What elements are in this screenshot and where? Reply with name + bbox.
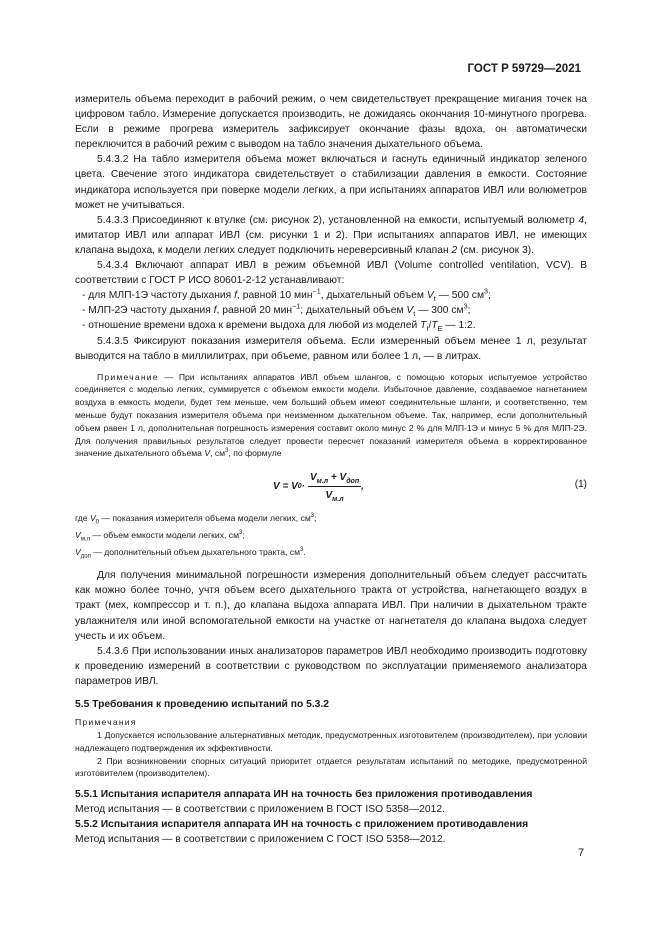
paragraph-5-4-3-4: 5.4.3.4 Включают аппарат ИВЛ в режим объемной ИВЛ (Volume controlled ventilation, VCV). В соответствии с ГОСТ Р ИСО 80601-2-12 устанавливают: xyxy=(75,260,587,287)
formula-numerator: $V_{м.л} + V_{доп}$ xyxy=(308,470,361,487)
document-header: ГОСТ Р 59729—2021 xyxy=(467,63,581,75)
note-label: Примечание xyxy=(97,371,159,382)
paragraph-5-4-3-2: 5.4.3.2 На табло измерителя объема может включаться и гаснуть единичный индикатор зеленого цвета. Свечение этого индикатора свидетельствует о стабилизации давления в емкости. Состояние индикатора используется при поверке модели легких, а при испытаниях аппаратов ИВЛ или волюметров может не учитываться. xyxy=(75,154,587,211)
section-5-5-1-text: Метод испытания — в соответствии с приложением В ГОСТ ISO 5358—2012. xyxy=(75,804,445,816)
section-5-5-note-2: 2 При возникновении спорных ситуаций приоритет отдается результатам испытаний по методике, предусмотренной изготовителем (производителем). xyxy=(75,755,587,779)
list-item-mlp2: - МЛП-2Э частоту дыхания f, равной 20 мин$^{-1}$; дыхательный объем $V_t$ — 300 $см^3$; xyxy=(82,301,471,319)
formula-row xyxy=(75,464,587,504)
formula-fraction xyxy=(308,470,361,503)
paragraph-5-4-3-5: 5.4.3.5 Фиксируют показания измерителя объема. Если измеренный объем менее 1 л, результат выводится на табло в миллилитрах, при объеме, равном или более 1 л, — в литрах. xyxy=(75,335,587,362)
paragraph-5-4-3-3: 5.4.3.3 Присоединяют к втулке (см. рисунок 2), установленной на емкости, испытуемый волюметр 4, имитатор ИВЛ или аппарат ИВЛ (см. рисунки 1 и 2). При испытаниях аппаратов ИВЛ, не имеющих клапана выдоха, к модели легких следует подключить нереверсивный клапан 2 (см. рисунок 3). xyxy=(75,214,587,256)
definition-v0: где $V_0$ — показания измерителя объема модели легких, $см^3$; xyxy=(75,513,317,526)
list-item-ratio: - отношение времени вдоха к времени выдоха для любой из моделей $T_I/T_E$ — 1:2. xyxy=(82,320,476,334)
formula-denominator: $V_{м.л}$ xyxy=(325,490,344,504)
paragraph-intro: измеритель объема переходит в рабочий режим, о чем свидетельствует прекращение мигания точек на цифровом табло. Измерение допускается производить, не дожидаясь окончания 10-минутного прогрева. Если в режиме прогрева измеритель зафиксирует окончание фазы вдоха, он автоматически переключится в рабочий режим с выводом на табло значения дыхательного объема. xyxy=(75,94,587,151)
section-5-5-note-1: 1 Допускается использование альтернативных методик, предусмотренных изготовителем (производителем), при условии надлежащего подтверждения их эффективности. xyxy=(75,729,587,753)
paragraph-after-formula: Для получения минимальной погрешности измерения дополнительный объем следует рассчитать как можно более точно, учтя объем всего дыхательного тракта от устройства, нагнетающего воздух в тракт (мех, компрессор и т. п.), до клапана выдоха аппарата ИВЛ. При наличии в дыхательном тракте увлажнителя или иной вспомогательной емкости на участке от нагнетателя до клапана выдоха следует учесть и их объем. xyxy=(75,570,587,642)
list-item-mlp1: - для МЛП-1Э частоту дыхания f, равной 10 мин$^{-1}$, дыхательный объем $V_t$ — 500 $см^3$; xyxy=(82,286,491,304)
page-body xyxy=(75,92,587,847)
definition-vml: $V_{м.л}$ — объем емкости модели легких, $см^3$; xyxy=(75,530,245,543)
formula: V = V 0 · $\frac{V_{м.л} + V_{доп}}{V_{м.л}}$ , xyxy=(273,472,364,504)
section-5-5-notes-label: Примечания xyxy=(75,717,137,728)
equation-number: (1) xyxy=(574,479,587,491)
section-5-5-title: 5.5 Требования к проведению испытаний по 5.3.2 xyxy=(75,699,329,711)
section-5-5-2-text: Метод испытания — в соответствии с приложением С ГОСТ ISO 5358—2012. xyxy=(75,834,446,846)
paragraph-5-4-3-6: 5.4.3.6 При использовании иных анализаторов параметров ИВЛ необходимо производить подготовку к проведению измерений в соответствии с руководством по эксплуатации применяемого анализатора параметров ИВЛ. xyxy=(75,645,587,687)
page-number: 7 xyxy=(578,847,585,859)
section-5-5-2-title: 5.5.2 Испытания испарителя аппарата ИН на точность с приложением противодавления xyxy=(75,819,529,831)
note: Примечание — При испытаниях аппаратов ИВЛ объем шлангов, с помощью которых испытуемое устройство соединяется с моделью легких, суммируется с объемом емкости модели. Избыточное давление, создаваемое нагнетанием воздуха в емкость модели, будет тем меньше, чем больший объем имеют соединительные шланги, и соответственно, тем меньше будут показания измерителя объема при неизменном дыхательном объеме. Так, например, если дополнительный объем равен 1 л, дополнительная погрешность измерения составит около минус 2 % для МЛП-1Э и минус 5 % для МЛП-2Э. Для получения правильных результатов следует провести пересчет показаний измерителя объема в корректированное значение дыхательного объема V, $см^3$, по формуле xyxy=(75,371,587,459)
definition-vdop: $V_{доп}$ — дополнительный объем дыхательного тракта, $см^3$. xyxy=(75,547,306,560)
section-5-5-1-title: 5.5.1 Испытания испарителя аппарата ИН на точность без приложения противодавления xyxy=(75,789,533,801)
